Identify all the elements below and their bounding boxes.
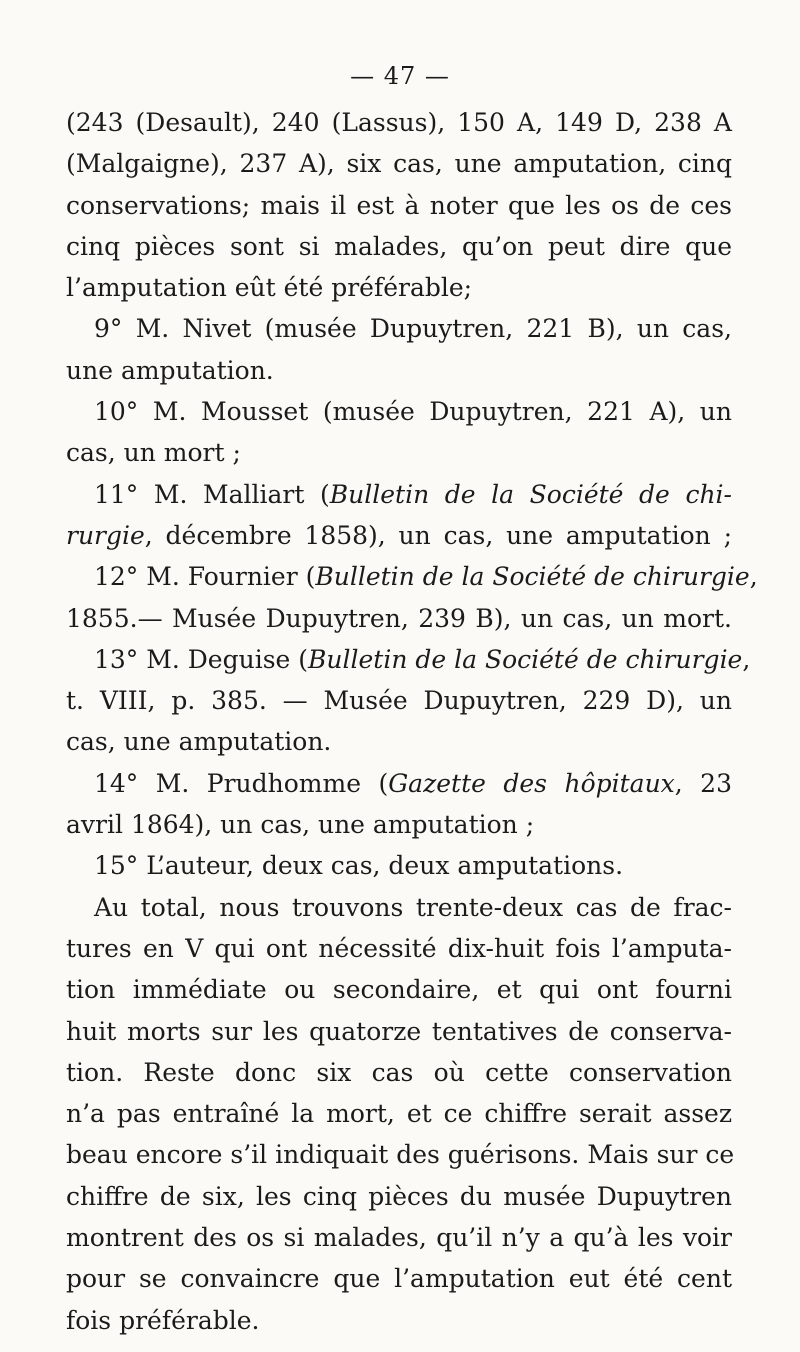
text-line	[66, 1052, 732, 1093]
text-line	[66, 680, 732, 721]
text-line	[66, 887, 732, 928]
text-line	[66, 1011, 732, 1052]
text-line	[66, 1258, 732, 1299]
text-line	[66, 928, 732, 969]
text-line	[66, 1176, 732, 1217]
text-line	[66, 1217, 732, 1258]
text-segment: cinq pièces sont si malades, qu’on peut dire que	[66, 231, 732, 261]
text-line	[66, 432, 732, 473]
text-segment: tures en V qui ont nécessité dix-huit fois l’amputa-	[66, 933, 732, 963]
text-segment: tion. Reste donc six cas où cette conservation	[66, 1057, 732, 1087]
text-segment: une amputation.	[66, 355, 274, 385]
text-line	[66, 804, 732, 845]
text-segment: (Malgaigne), 237 A), six cas, une amputation, cinq	[66, 149, 732, 179]
text-segment: montrent des os si malades, qu’il n’y a qu’à les voir	[66, 1223, 732, 1253]
text-line	[66, 350, 732, 391]
italic-segment: Bulletin de la Société de chirurgie	[315, 562, 750, 592]
text-segment: chiffre de six, les cinq pièces du musée Dupuytren	[66, 1181, 732, 1211]
text-segment: conservations; mais il est à noter que les os de ces	[66, 190, 732, 220]
text-segment: 1855.— Musée Dupuytren, 239 B), un cas, un mort.	[66, 603, 732, 633]
text-line	[66, 969, 732, 1010]
text-segment: 12° M. Fournier (	[94, 562, 316, 592]
text-line	[66, 639, 751, 680]
text-segment: ,	[742, 644, 751, 674]
italic-segment: Bulletin de la Société de chi-	[329, 479, 732, 509]
text-segment: tion immédiate ou secondaire, et qui ont fourni	[66, 975, 732, 1005]
text-segment: t. VIII, p. 385. — Musée Dupuytren, 229 D), un	[66, 686, 732, 716]
text-line	[66, 515, 732, 556]
text-line	[66, 845, 732, 886]
text-segment: (243 (Desault), 240 (Lassus), 150 A, 149 D, 238 A	[66, 108, 732, 137]
text-segment: l’amputation eût été préférable;	[66, 273, 473, 303]
text-line	[66, 226, 732, 267]
text-line	[66, 267, 732, 308]
text-segment: n’a pas entraîné la mort, et ce chiffre serait assez	[66, 1099, 732, 1129]
text-segment: beau encore s’il indiquait des guérisons. Mais sur ce	[66, 1140, 735, 1170]
text-line	[66, 308, 732, 349]
text-segment: 11° M. Malliart (	[94, 479, 330, 509]
text-line	[66, 1134, 735, 1175]
text-line	[66, 556, 758, 597]
text-segment: 13° M. Deguise (	[94, 644, 309, 674]
text-segment: ,	[749, 562, 758, 592]
text-line	[66, 474, 732, 515]
text-line	[66, 391, 732, 432]
italic-segment: Gazette des hôpitaux	[388, 768, 675, 798]
text-line	[66, 1093, 732, 1134]
text-line	[66, 143, 732, 184]
text-line	[66, 1300, 732, 1341]
text-segment: cas, une amputation.	[66, 727, 332, 757]
text-segment: 9° M. Nivet (musée Dupuytren, 221 B), un cas,	[94, 314, 732, 344]
text-segment: fois préférable.	[66, 1305, 260, 1335]
text-segment: cas, un mort ;	[66, 438, 241, 468]
text-segment: 14° M. Prudhomme (	[94, 768, 389, 798]
text-segment: 15° L’auteur, deux cas, deux amputations.	[94, 851, 624, 881]
text-line	[66, 721, 732, 762]
text-segment: 10° M. Mousset (musée Dupuytren, 221 A), un	[94, 397, 732, 427]
text-segment: huit morts sur les quatorze tentatives de conserva-	[66, 1016, 732, 1046]
text-line	[66, 598, 732, 639]
text-segment: , 23	[674, 768, 732, 798]
italic-segment: Bulletin de la Société de chirurgie	[308, 644, 743, 674]
text-line	[66, 185, 732, 226]
text-line	[66, 763, 732, 804]
text-segment: , décembre 1858), un cas, une amputation ;	[144, 520, 732, 550]
page-number: — 47 —	[350, 62, 450, 90]
italic-segment: rurgie	[66, 520, 145, 550]
text-segment: pour se convaincre que l’amputation eut été cent	[66, 1264, 732, 1294]
body-text	[66, 102, 758, 1341]
text-segment: avril 1864), un cas, une amputation ;	[66, 810, 535, 840]
text-segment: Au total, nous trouvons trente-deux cas de frac-	[94, 892, 732, 922]
text-line	[66, 102, 732, 143]
